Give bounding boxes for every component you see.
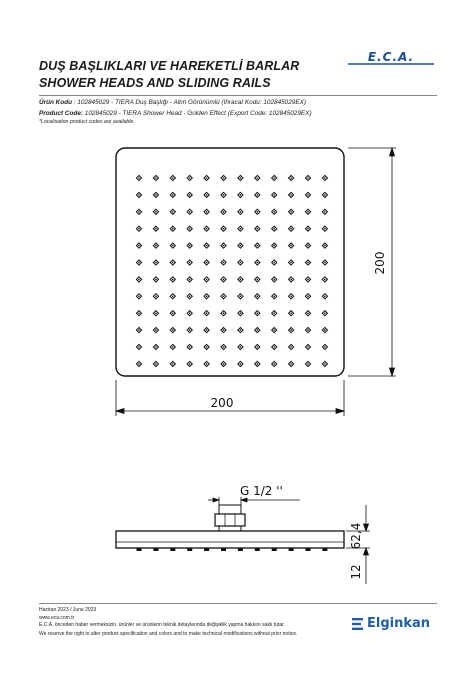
nozzle-center: [240, 296, 242, 298]
nozzle-center: [324, 194, 326, 196]
product-code-label-en: Product Code:: [39, 110, 84, 117]
side-nozzle: [170, 548, 175, 551]
height-dimension-label: 200: [373, 251, 387, 275]
nozzle-center: [257, 296, 259, 298]
eca-logo-text: E.C.A.: [367, 50, 415, 64]
nozzle-center: [307, 228, 309, 230]
nozzle-center: [155, 228, 157, 230]
nozzle-center: [155, 279, 157, 281]
nozzle-center: [324, 228, 326, 230]
nozzle-center: [155, 296, 157, 298]
nozzle-center: [290, 279, 292, 281]
nozzle-center: [155, 262, 157, 264]
nozzle-center: [273, 329, 275, 331]
nozzle-center: [138, 245, 140, 247]
nozzle-center: [273, 346, 275, 348]
nozzle-center: [223, 346, 225, 348]
nozzle-center: [138, 279, 140, 281]
nozzle-center: [155, 211, 157, 213]
nozzle-center: [138, 194, 140, 196]
nozzle-center: [172, 262, 174, 264]
side-nozzle: [221, 548, 226, 551]
nozzle-center: [307, 346, 309, 348]
nozzle-center: [155, 363, 157, 365]
nozzle-center: [324, 279, 326, 281]
nozzle-center: [172, 296, 174, 298]
nozzle-center: [290, 363, 292, 365]
side-nozzle: [187, 548, 192, 551]
nozzle-center: [155, 177, 157, 179]
nozzle-center: [290, 228, 292, 230]
nozzle-center: [307, 262, 309, 264]
nozzle-center: [189, 296, 191, 298]
nozzle-center: [240, 245, 242, 247]
side-nozzle: [238, 548, 243, 551]
nozzle-center: [273, 363, 275, 365]
nozzle-center: [223, 312, 225, 314]
nozzle-center: [155, 194, 157, 196]
footer-date: Haziran 2023 / June 2023: [39, 607, 97, 613]
nozzle-center: [223, 262, 225, 264]
nozzle-center: [257, 245, 259, 247]
nozzle-center: [307, 312, 309, 314]
side-nozzle: [255, 548, 260, 551]
nozzle-center: [290, 296, 292, 298]
thread-dimension-label: G 1/2 '': [240, 484, 283, 498]
nozzle-center: [273, 245, 275, 247]
side-nozzle: [272, 548, 277, 551]
nozzle-center: [189, 245, 191, 247]
side-nozzle: [289, 548, 294, 551]
nozzle-center: [307, 194, 309, 196]
side-nozzle: [137, 548, 142, 551]
nozzle-center: [138, 363, 140, 365]
nozzle-center: [138, 329, 140, 331]
nozzle-center: [172, 312, 174, 314]
nozzle-center: [223, 245, 225, 247]
nozzle-center: [189, 262, 191, 264]
nozzle-center: [172, 194, 174, 196]
nozzle-center: [240, 228, 242, 230]
nozzle-center: [138, 177, 140, 179]
nozzle-center: [172, 329, 174, 331]
nozzle-center: [189, 346, 191, 348]
side-nozzle: [306, 548, 311, 551]
nozzle-center: [223, 363, 225, 365]
localisation-note: *Localisation product codes are available.: [39, 119, 135, 125]
thread-dimension: [208, 497, 300, 505]
product-code-text-tr: : 102845029 - TIERA Duş Başlığı - Altın Görünümlü (İhracat Kodu: 102845029EX): [72, 99, 306, 106]
nozzle-center: [324, 346, 326, 348]
nozzle-center: [307, 279, 309, 281]
footer-divider: [39, 603, 437, 604]
nozzle-center: [324, 262, 326, 264]
nozzle-center: [290, 346, 292, 348]
nozzle-center: [172, 346, 174, 348]
nozzle-center: [290, 329, 292, 331]
nozzle-center: [290, 177, 292, 179]
nozzle-center: [189, 228, 191, 230]
footer-website: www.eca.com.tr: [39, 615, 75, 621]
nozzle-center: [273, 194, 275, 196]
nozzle-center: [172, 228, 174, 230]
nozzle-center: [324, 363, 326, 365]
nozzle-center: [223, 279, 225, 281]
nozzle-center: [324, 329, 326, 331]
nozzle-center: [240, 194, 242, 196]
nozzle-center: [240, 329, 242, 331]
nozzle-center: [307, 211, 309, 213]
nozzle-center: [240, 279, 242, 281]
nozzle-center: [206, 312, 208, 314]
nozzle-center: [324, 245, 326, 247]
nozzle-center: [189, 211, 191, 213]
nozzle-center: [155, 312, 157, 314]
nozzle-center: [206, 363, 208, 365]
nozzle-center: [257, 262, 259, 264]
nozzle-center: [138, 312, 140, 314]
nozzle-center: [257, 329, 259, 331]
side-nozzle: [204, 548, 209, 551]
nozzle-center: [172, 279, 174, 281]
nozzle-center: [273, 279, 275, 281]
nozzle-center: [307, 329, 309, 331]
nozzle-center: [290, 245, 292, 247]
nozzle-center: [257, 177, 259, 179]
height-dimension: [348, 148, 396, 376]
nozzle-center: [223, 329, 225, 331]
nozzle-center: [206, 279, 208, 281]
nozzle-center: [257, 363, 259, 365]
nozzle-center: [290, 211, 292, 213]
nozzle-center: [138, 346, 140, 348]
footer-disclaimer-turkish: E.C.A. önceden haber vermeksizin, ürünler ve ürünlerin teknik detaylarında değişiklik yapma hakkını saklı tutar.: [39, 622, 285, 628]
nozzle-center: [155, 329, 157, 331]
nozzle-center: [189, 363, 191, 365]
nozzle-center: [206, 194, 208, 196]
nozzle-center: [189, 279, 191, 281]
nozzle-center: [273, 211, 275, 213]
product-code-label-tr: Ürün Kodu: [39, 99, 73, 106]
nozzle-center: [189, 329, 191, 331]
nozzle-center: [206, 296, 208, 298]
nozzle-center: [290, 312, 292, 314]
nozzle-center: [240, 262, 242, 264]
nozzle-center: [290, 262, 292, 264]
side-nozzle: [153, 548, 158, 551]
nozzle-center: [240, 312, 242, 314]
elginkan-logo-icon: [352, 617, 364, 631]
nozzle-center: [324, 296, 326, 298]
nozzle-center: [206, 346, 208, 348]
nozzle-center: [172, 177, 174, 179]
nozzle-center: [273, 228, 275, 230]
nozzle-center: [206, 262, 208, 264]
nozzle-center: [240, 346, 242, 348]
footer-disclaimer-english: We reserve the right to alter product specification and colors and to make technical modifications without prior notice.: [39, 631, 298, 637]
nozzle-center: [223, 296, 225, 298]
nozzle-center: [172, 211, 174, 213]
nozzle-center: [189, 177, 191, 179]
nozzle-center: [206, 211, 208, 213]
nozzle-center: [324, 177, 326, 179]
nozzle-center: [138, 262, 140, 264]
nozzle-center: [324, 312, 326, 314]
nozzle-center: [189, 194, 191, 196]
product-code-text-en: 102845029 - TIERA Shower Head - Golden Effect (Export Code: 102845029EX): [83, 110, 312, 117]
nozzle-center: [155, 346, 157, 348]
nozzle-center: [172, 245, 174, 247]
nozzle-center: [273, 296, 275, 298]
nozzle-grid: [136, 175, 327, 366]
nozzle-center: [206, 329, 208, 331]
nozzle-center: [223, 228, 225, 230]
nozzle-center: [138, 211, 140, 213]
side-nozzle: [322, 548, 327, 551]
width-dimension-label: 200: [210, 396, 234, 410]
nozzle-center: [307, 363, 309, 365]
nozzle-center: [155, 245, 157, 247]
nozzle-center: [206, 177, 208, 179]
page-title-english: SHOWER HEADS AND SLIDING RAILS: [39, 76, 271, 90]
nozzle-center: [307, 245, 309, 247]
nozzle-center: [307, 177, 309, 179]
nozzle-center: [223, 211, 225, 213]
nozzle-center: [240, 363, 242, 365]
elginkan-logo-text: Elginkan: [367, 616, 431, 631]
nozzle-center: [257, 228, 259, 230]
nozzle-center: [206, 228, 208, 230]
nozzle-center: [257, 211, 259, 213]
nozzle-center: [257, 312, 259, 314]
nozzle-center: [138, 228, 140, 230]
nozzle-center: [240, 177, 242, 179]
nozzle-center: [189, 312, 191, 314]
nozzle-center: [257, 346, 259, 348]
nozzle-center: [307, 296, 309, 298]
depth-dimension-label: 62,4: [349, 522, 363, 550]
nozzle-center: [240, 211, 242, 213]
shower-head-side-view: [116, 505, 344, 548]
elginkan-logo: [352, 616, 430, 631]
nozzle-center: [257, 194, 259, 196]
nozzle-center: [172, 363, 174, 365]
nozzle-center: [223, 194, 225, 196]
nozzle-center: [324, 211, 326, 213]
nozzle-center: [206, 245, 208, 247]
nozzle-center: [223, 177, 225, 179]
nozzle-center: [290, 194, 292, 196]
nozzle-center: [138, 296, 140, 298]
nozzle-center: [273, 262, 275, 264]
page-title-turkish: DUŞ BAŞLIKLARI VE HAREKETLİ BARLAR: [39, 59, 300, 73]
nozzle-center: [257, 279, 259, 281]
nozzle-center: [273, 177, 275, 179]
nozzle-center: [273, 312, 275, 314]
thickness-dimension-label: 12: [349, 564, 363, 580]
